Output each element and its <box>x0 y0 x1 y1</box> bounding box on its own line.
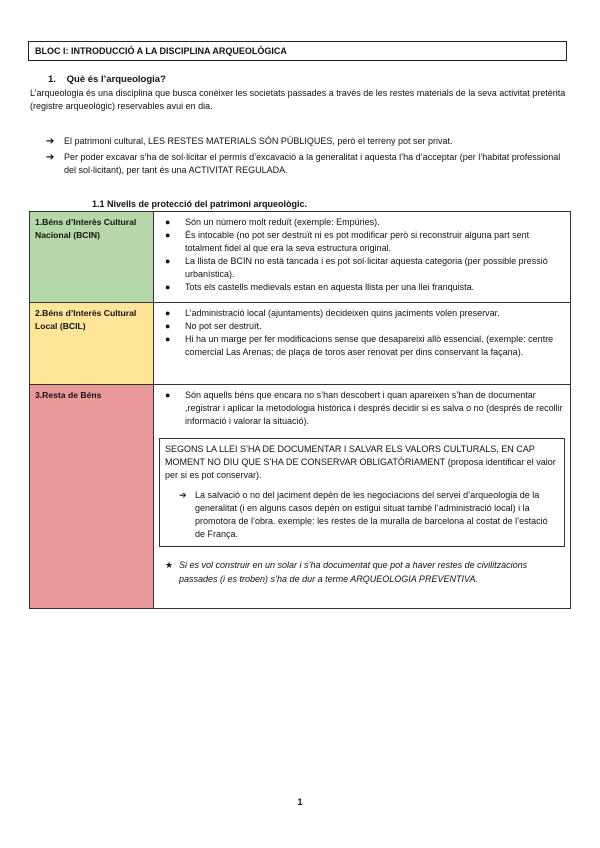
list-item: ● No pot ser destruït. <box>185 320 565 333</box>
key-point <box>46 135 566 150</box>
bullet-icon: ● <box>165 217 171 227</box>
document-title-box <box>28 41 567 61</box>
category-cell-bcin <box>30 212 154 303</box>
bullet-icon: ● <box>165 256 171 267</box>
key-point-text: Per poder excavar s’ha de sol·licitar el permís d’excavació a la generalitat i aquesta l’ha d’acceptar (per l’habitat professional del sol·licitant), per tant és una ACTIVITAT REGULADA. <box>64 151 561 175</box>
page-number: 1 <box>297 797 303 807</box>
arrow-icon: ➔ <box>46 151 55 163</box>
bullet-icon: ● <box>165 308 171 318</box>
section-1-heading <box>48 73 166 87</box>
list-item: ● És intocable (no pot ser destruït ni es pot modificar però si reconstruir alguna part sent totalment fidel al que era la seva estructura original. <box>165 230 530 254</box>
list-item: ● Són un número molt reduït (exemple: Empúries). <box>185 216 565 229</box>
bullet-icon: ● <box>165 282 171 293</box>
table-row-bcil <box>30 303 571 385</box>
key-point-text: El patrimoni cultural, LES RESTES MATERIALS SÓN PÚBLIQUES, però el terreny pot ser privat. <box>64 136 453 146</box>
table-row-bcin <box>30 212 571 303</box>
category-label: 3.Resta de Béns <box>35 390 102 400</box>
key-point <box>46 151 566 177</box>
law-note-box <box>159 438 565 547</box>
bullet-list <box>159 389 565 428</box>
details-cell-bcin <box>154 212 571 303</box>
section-1-1-heading: 1.1 Nivells de protecció del patrimoni arqueològic. <box>92 199 308 209</box>
law-note-subpoint <box>179 489 559 541</box>
bullet-icon: ● <box>165 230 171 241</box>
section-1-title: Què és l’arqueologia? <box>66 74 166 85</box>
preventive-note <box>165 559 565 585</box>
list-item: ● Hi ha un marge per fer modificacions sense que desapareixi allò essencial. (exemple: centre comercial Las Arenas; de plaça de toros aser renovat per dins conservant la façana). <box>165 334 554 358</box>
category-cell-bcil <box>30 303 154 385</box>
bullet-icon: ● <box>165 390 171 400</box>
bullet-icon: ● <box>165 334 171 345</box>
category-label: 1.Béns d’Interès Cultural Nacional (BCIN) <box>35 217 137 240</box>
protection-levels-table <box>29 211 571 609</box>
key-points-list <box>46 135 566 178</box>
arrow-icon: ➔ <box>179 490 187 501</box>
document-title: BLOC I: INTRODUCCIÓ A LA DISCIPLINA ARQUEOLÒGICA <box>35 46 287 56</box>
list-item: ● La llista de BCIN no està tancada i es pot sol·licitar aquesta categoria (per possible pressió urbanística). <box>165 256 548 280</box>
details-cell-bcil <box>154 303 571 385</box>
arrow-icon: ➔ <box>46 136 55 147</box>
intro-paragraph: L’arqueologia és una disciplina que busca conèixer les societats passades a través de les restes materials de la seva activitat pretèrita (registre arqueològic) reservables avui en dia. <box>30 88 566 112</box>
table-row-resta <box>30 385 571 609</box>
preventive-note-text: Si es vol construir en un solar i s’ha documentat que pot a haver restes de civilitzacions passades (i es troben) s’ha de dur a terme ARQUEOLOGIA PREVENTIVA. <box>179 560 528 584</box>
star-icon: ★ <box>165 560 174 571</box>
law-note-text: SEGONS LA LLEI S’HA DE DOCUMENTAR I SALVAR ELS VALORS CULTURALS, EN CAP MOMENT NO DIU QUE S’HA DE CONSERVAR OBLIGATÒRIAMENT (proposa identificar el valor per si es pot conservar). <box>165 444 556 481</box>
category-cell-resta <box>30 385 154 609</box>
list-item: ● Tots els castells medievals estan en aquesta llista per una llei franquista. <box>185 281 565 294</box>
section-1-number: 1. <box>48 74 56 85</box>
bullet-list <box>159 307 565 359</box>
category-label: 2.Béns d’Interès Cultural Local (BCIL) <box>35 308 137 331</box>
bullet-icon: ● <box>165 321 171 332</box>
list-item: ● Són aquells béns que encara no s’han descobert i quan apareixen s’han de documentar ,registrar i aplicar la metodologia històrica i després decidir si es salva o no (després de recollir informació i valorar la situació). <box>165 390 563 427</box>
list-item: ● L’administració local (ajuntaments) decideixen quins jaciments volen preservar. <box>185 307 565 320</box>
bullet-list <box>159 216 565 294</box>
law-note-subpoint-text: La salvació o no del jaciment depèn de les negociacions del servei d’arqueologia de la generalitat (i en alguns casos depèn on estigui situat també l’administració local) i la promotora de l’obra. exemple: les restes de la muralla de barcelona al costat de l’estació de França. <box>195 490 548 540</box>
details-cell-resta <box>154 385 571 609</box>
